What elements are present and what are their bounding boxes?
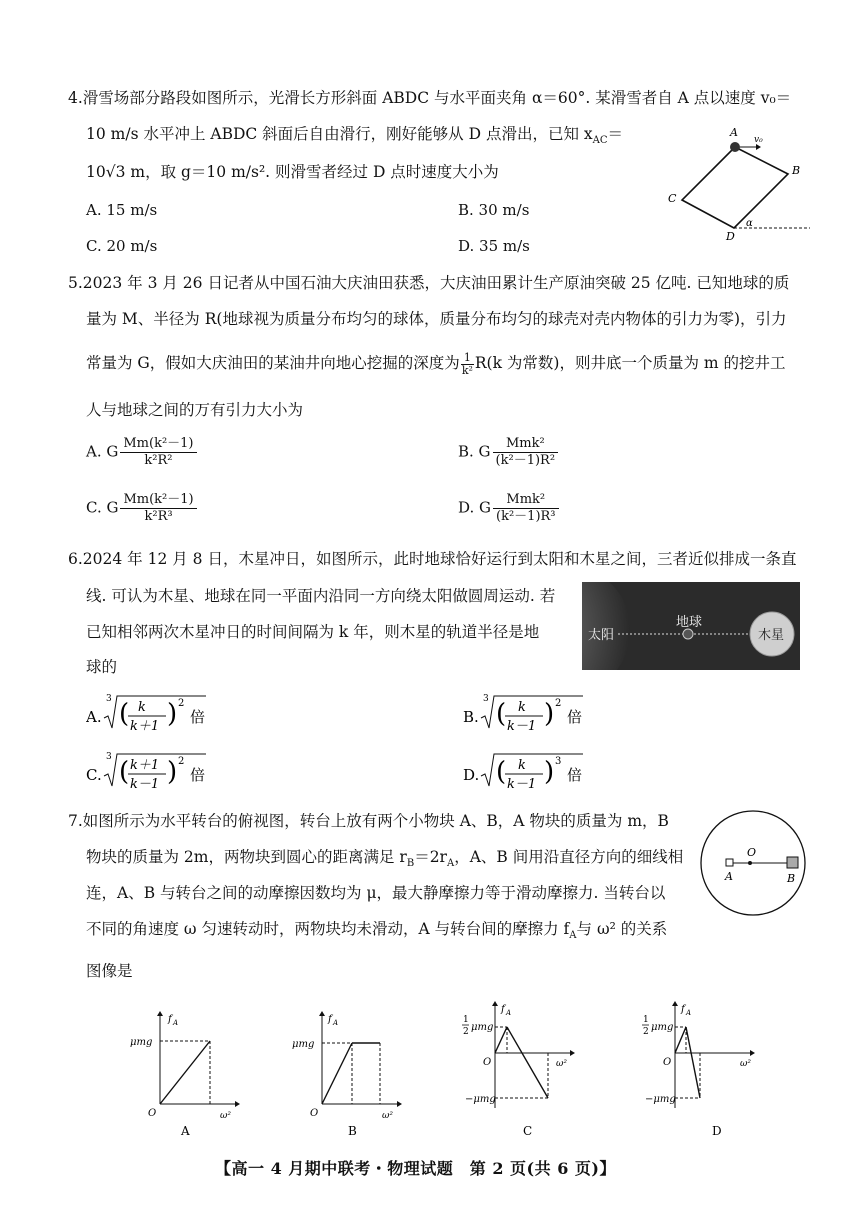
svg-text:O: O (148, 1108, 157, 1119)
q4-label-a: A (730, 126, 738, 139)
svg-text:k: k (518, 758, 526, 773)
page-footer: 【高一 4 月期中联考・物理试题 第 2 页(共 6 页)】 (215, 1159, 616, 1178)
svg-text:D: D (712, 1124, 722, 1138)
svg-text:ω²: ω² (556, 1059, 567, 1069)
svg-text:2: 2 (643, 1027, 649, 1037)
svg-text:): ) (167, 757, 178, 787)
q5-option-b: B. G $\frac{\text{Mmk²}}{\text{(k²－1)R²}}$ (458, 436, 560, 469)
q7-line5: 图像是 (86, 962, 133, 980)
q4-option-c: C. 20 m/s (86, 237, 158, 255)
q4-label-b: B (792, 164, 801, 177)
q4-slope-figure (660, 122, 810, 242)
q7-line3: 连，A、B 与转台之间的动摩擦因数均为 μ，最大静摩擦力等于滑动摩擦力. 当转台以 (86, 884, 666, 902)
q6-planet-figure (582, 582, 800, 670)
q7-line1: 7.如图所示为水平转台的俯视图，转台上放有两个小物块 A、B，A 物块的质量为 m，B (68, 812, 669, 830)
q7-label-b: B (787, 872, 796, 885)
q6-label-sun: 太阳 (588, 628, 615, 643)
svg-text:B: B (348, 1124, 357, 1138)
q5-option-d: D. G $\frac{\text{Mmk²}}{\text{(k²－1)R³}}$ (458, 492, 561, 525)
svg-text:2: 2 (463, 1027, 469, 1037)
q4-line1: 4.滑雪场部分路段如图所示，光滑长方形斜面 ABDC 与水平面夹角 α＝60°. 某滑雪者自 A 点以速度 v₀＝ (68, 89, 792, 107)
svg-text:f: f (328, 1014, 332, 1025)
q6-option-d (463, 748, 663, 794)
svg-text:ω²: ω² (740, 1059, 751, 1069)
svg-text:k＋1: k＋1 (130, 758, 160, 773)
svg-text:O: O (310, 1108, 319, 1119)
svg-text:3: 3 (555, 756, 562, 767)
q6-line4: 球的 (86, 658, 118, 676)
svg-text:f: f (681, 1004, 685, 1015)
svg-text:(: ( (119, 699, 130, 729)
svg-text:A: A (173, 1019, 179, 1027)
svg-text:O: O (663, 1057, 672, 1068)
svg-text:k: k (138, 700, 146, 715)
svg-text:): ) (167, 699, 178, 729)
svg-text:倍: 倍 (190, 708, 206, 726)
svg-text:A: A (333, 1019, 339, 1027)
q7-graph-d (640, 998, 765, 1138)
q4-label-alpha: α (746, 218, 753, 229)
q5-line4: 人与地球之间的万有引力大小为 (86, 401, 304, 419)
q6-line3: 已知相邻两次木星冲日的时间间隔为 k 年，则木星的轨道半径是地 (86, 623, 540, 641)
q6-label-jupiter: 木星 (758, 628, 785, 643)
q6-option-b (463, 690, 663, 736)
svg-text:ω²: ω² (220, 1111, 231, 1121)
q4-option-b: B. 30 m/s (458, 201, 530, 219)
svg-text:倍: 倍 (567, 766, 583, 784)
q4-label-d: D (726, 230, 735, 242)
q7-graph-a (130, 1008, 245, 1138)
q5-line2: 量为 M、半径为 R(地球视为质量分布均匀的球体，质量分布均匀的球壳对壳内物体的引力为零)，引力 (86, 310, 787, 328)
svg-text:B.: B. (463, 708, 479, 726)
svg-text:3: 3 (483, 694, 489, 704)
svg-text:μmg: μmg (292, 1039, 315, 1050)
svg-text:f: f (168, 1014, 172, 1025)
q4-label-c: C (668, 192, 677, 205)
svg-text:D.: D. (463, 766, 480, 784)
svg-text:2: 2 (178, 756, 185, 767)
svg-text:3: 3 (106, 752, 112, 762)
svg-text:): ) (544, 757, 555, 787)
q6-line1: 6.2024 年 12 月 8 日，木星冲日，如图所示，此时地球恰好运行到太阳和木星之间，三者近似排成一条直 (68, 550, 797, 568)
svg-text:A: A (506, 1009, 512, 1017)
q7-label-o: O (747, 846, 757, 859)
svg-text:k＋1: k＋1 (130, 719, 160, 734)
svg-text:A: A (181, 1124, 190, 1138)
q6-option-c (86, 748, 286, 794)
q4-option-d: D. 35 m/s (458, 237, 530, 255)
q7-graph-b (292, 1008, 407, 1138)
q5-option-c: C. G $\frac{\text{Mm(k²－1)}}{\text{k²R³}}$ (86, 492, 199, 525)
svg-text:): ) (544, 699, 555, 729)
svg-text:A: A (686, 1009, 692, 1017)
svg-text:A.: A. (86, 708, 102, 726)
q5-option-a: A. G $\frac{\text{Mm(k²－1)}}{\text{k²R²}}$ (86, 436, 199, 469)
q7-line4: 不同的角速度 ω 匀速转动时，两物块均未滑动，A 与转台间的摩擦力 $f_A$与 ω² 的关系 (86, 920, 668, 942)
svg-text:k－1: k－1 (507, 777, 537, 792)
svg-text:1: 1 (643, 1015, 649, 1025)
svg-text:2: 2 (555, 698, 562, 709)
q4-line2: 10 m/s 水平冲上 ABDC 斜面后自由滑行，刚好能够从 D 点滑出，已知 $x_{AC}=$ (86, 125, 624, 147)
svg-text:(: ( (496, 757, 507, 787)
svg-text:倍: 倍 (190, 766, 206, 784)
svg-text:2: 2 (178, 698, 185, 709)
svg-text:ω²: ω² (382, 1111, 393, 1121)
q5-line1: 5.2023 年 3 月 26 日记者从中国石油大庆油田获悉，大庆油田累计生产原油突破 25 亿吨. 已知地球的质 (68, 274, 790, 292)
svg-text:f: f (501, 1004, 505, 1015)
svg-text:μmg: μmg (651, 1022, 674, 1033)
q4-line3: 10√3 m，取 g＝10 m/s². 则滑雪者经过 D 点时速度大小为 (86, 163, 499, 181)
q7-line2: 物块的质量为 2m，两物块到圆心的距离满足 $r_B=2r_A$，A、B 间用沿直径方向的细线相 (86, 848, 684, 870)
svg-text:C: C (523, 1124, 533, 1138)
svg-text:−μmg: −μmg (645, 1094, 676, 1105)
svg-text:μmg: μmg (130, 1037, 153, 1048)
svg-text:k－1: k－1 (507, 719, 537, 734)
svg-text:k: k (518, 700, 526, 715)
q7-graph-c (460, 998, 585, 1138)
svg-text:C.: C. (86, 766, 102, 784)
svg-text:(: ( (119, 757, 130, 787)
q7-turntable-figure (698, 808, 808, 918)
svg-text:1: 1 (463, 1015, 469, 1025)
q6-option-a (86, 690, 286, 736)
svg-text:(: ( (496, 699, 507, 729)
svg-text:k－1: k－1 (130, 777, 160, 792)
svg-text:倍: 倍 (567, 708, 583, 726)
q6-line2: 线. 可认为木星、地球在同一平面内沿同一方向绕太阳做圆周运动. 若 (86, 587, 556, 605)
svg-text:3: 3 (106, 694, 112, 704)
svg-text:O: O (483, 1057, 492, 1068)
svg-text:−μmg: −μmg (465, 1094, 496, 1105)
q4-option-a: A. 15 m/s (86, 201, 158, 219)
q7-label-a: A (725, 870, 733, 883)
q4-label-v0: v₀ (754, 135, 763, 145)
q5-line3: 常量为 G，假如大庆油田的某油井向地心挖掘的深度为 $\frac{1}{\text{k²}}$ R(k 为常数)，则井底一个质量为 m 的挖井工 (86, 351, 786, 377)
svg-text:μmg: μmg (471, 1022, 494, 1033)
q6-label-earth: 地球 (676, 615, 703, 630)
